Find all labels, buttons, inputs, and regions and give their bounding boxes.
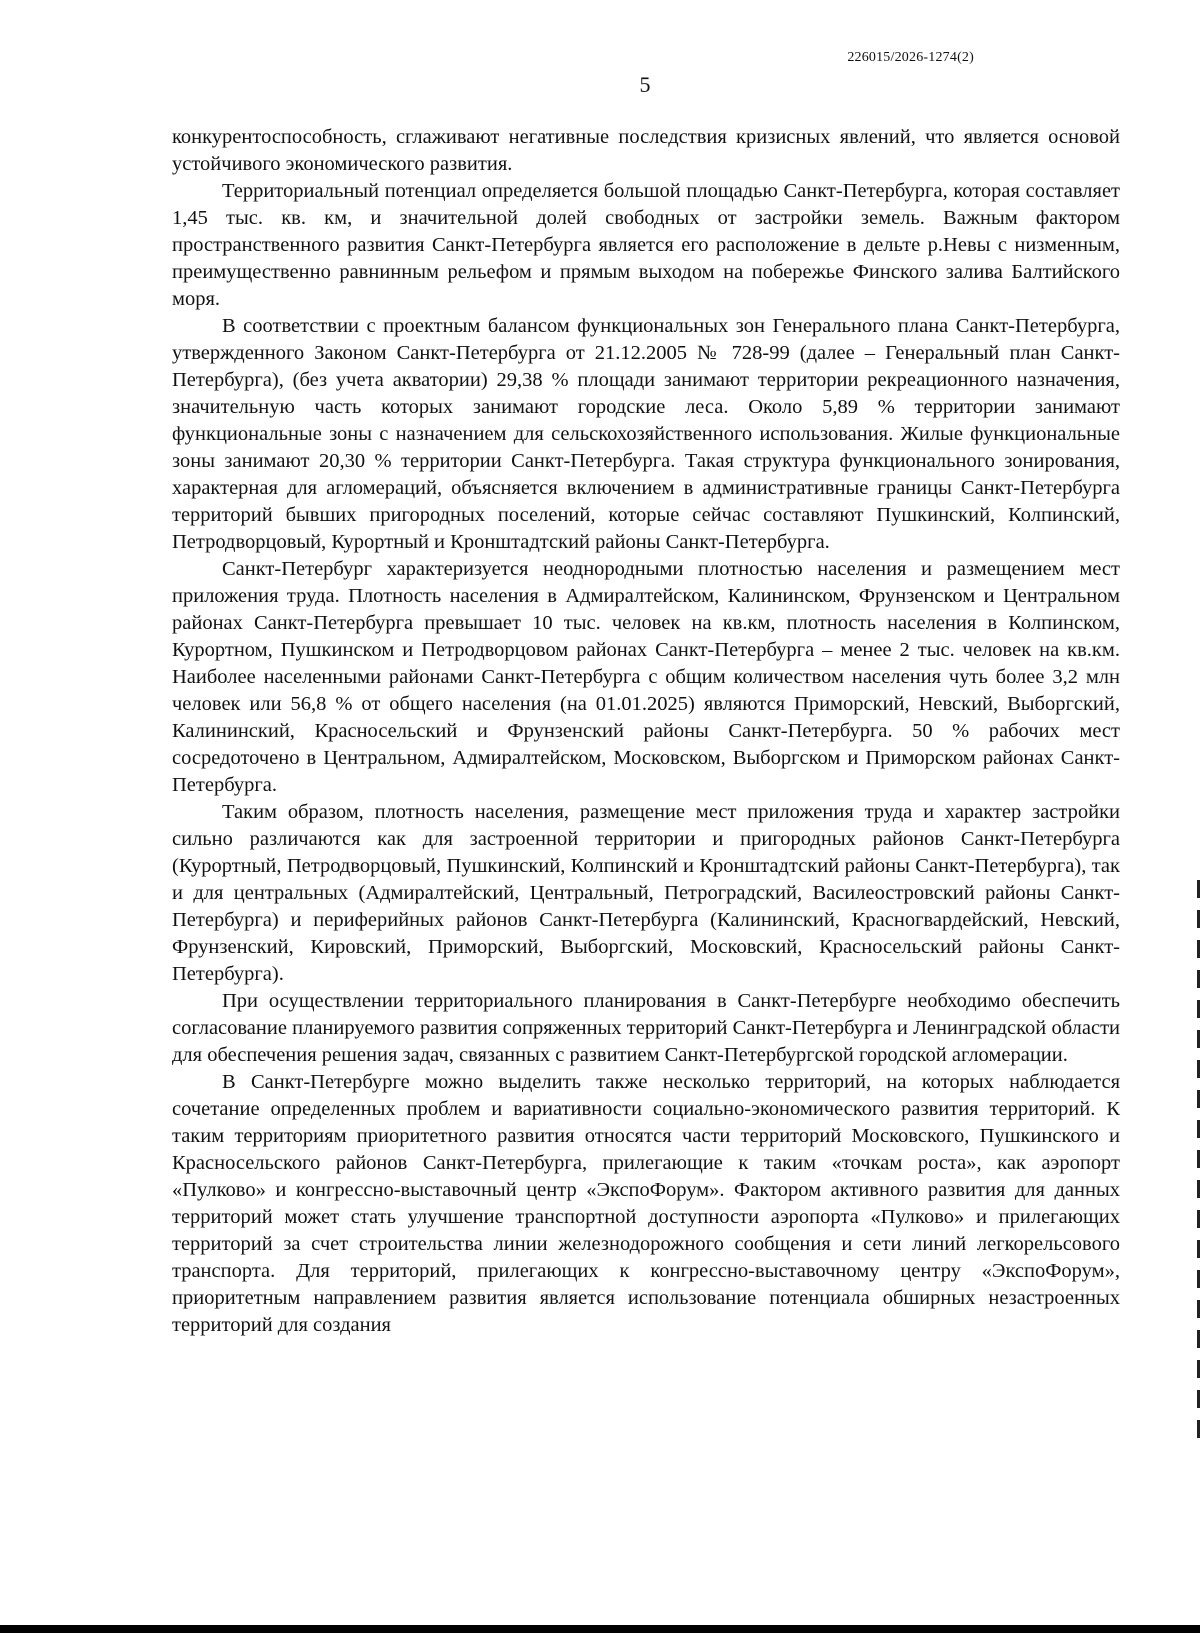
scan-bottom-edge	[0, 1625, 1200, 1633]
paragraph-functional-zones: В соответствии с проектным балансом функциональных зон Генерального плана Санкт-Петербурга, утвержденного Законом Санкт-Петербурга от 21.12.2005 № 728-99 (далее – Генеральный план Санкт-Петербурга), (без учета акватории) 29,38 % площади занимают территории рекреационного назначения, значительную часть которых занимают городские леса. Около 5,89 % территории занимают функциональные зоны с назначением для сельскохозяйственного использования. Жилые функциональные зоны занимают 20,30 % территории Санкт-Петербурга. Такая структура функционального зонирования, характерная для агломераций, объясняется включением в административные границы Санкт-Петербурга территорий бывших пригородных поселений, которые сейчас составляют Пушкинский, Колпинский, Петродворцовый, Курортный и Кронштадтский районы Санкт-Петербурга.	[172, 315, 1120, 553]
document-body	[172, 124, 1120, 1339]
paragraph-priority-territories: В Санкт-Петербурге можно выделить также несколько территорий, на которых наблюдается сочетание определенных проблем и вариативности социально-экономического развития территорий. К таким территориям приоритетного развития относятся части территорий Московского, Пушкинского и Красносельского районов Санкт-Петербурга, прилегающие к таким «точкам роста», как аэропорт «Пулково» и конгрессно-выставочный центр «ЭкспоФорум». Фактором активного развития для данных территорий может стать улучшение транспортной доступности аэропорта «Пулково» и прилегающих территорий за счет строительства линии железнодорожного сообщения и сети линий легкорельсового транспорта. Для территорий, прилегающих к конгрессно-выставочному центру «ЭкспоФорум», приоритетным направлением развития является использование потенциала обширных незастроенных территорий для создания	[172, 1071, 1120, 1336]
paragraph-district-differences: Таким образом, плотность населения, размещение мест приложения труда и характер застройки сильно различаются как для застроенной территории и пригородных районов Санкт-Петербурга (Курортный, Петродворцовый, Пушкинский, Колпинский и Кронштадтский районы Санкт-Петербурга), так и для центральных (Адмиралтейский, Центральный, Петроградский, Василеостровский районы Санкт-Петербурга) и периферийных районов Санкт-Петербурга (Калининский, Красногвардейский, Невский, Фрунзенский, Кировский, Приморский, Выборгский, Московский, Красносельский районы Санкт-Петербурга).	[172, 801, 1120, 985]
paragraph-continuation: конкурентоспособность, сглаживают негативные последствия кризисных явлений, что является основой устойчивого экономического развития.	[172, 126, 1120, 175]
document-registration-number: 226015/2026-1274(2)	[847, 50, 974, 65]
paragraph-territorial-potential: Территориальный потенциал определяется большой площадью Санкт-Петербурга, которая составляет 1,45 тыс. кв. км, и значительной долей свободных от застройки земель. Важным фактором пространственного развития Санкт-Петербурга является его расположение в дельте р.Невы с низменным, преимущественно равнинным рельефом и прямым выходом на побережье Финского залива Балтийского моря.	[172, 180, 1120, 310]
page-number: 5	[639, 72, 651, 97]
paragraph-population-density: Санкт-Петербург характеризуется неоднородными плотностью населения и размещением мест приложения труда. Плотность населения в Адмиралтейском, Калининском, Фрунзенском и Центральном районах Санкт-Петербурга превышает 10 тыс. человек на кв.км, плотность населения в Колпинском, Курортном, Пушкинском и Петродворцовом районах Санкт-Петербурга – менее 2 тыс. человек на кв.км. Наиболее населенными районами Санкт-Петербурга с общим количеством населения чуть более 3,2 млн человек или 56,8 % от общего населения (на 01.01.2025) являются Приморский, Невский, Выборгский, Калининский, Красносельский и Фрунзенский районы Санкт-Петербурга. 50 % рабочих мест сосредоточено в Центральном, Адмиралтейском, Московском, Выборгском и Приморском районах Санкт-Петербурга.	[172, 558, 1120, 796]
paragraph-territorial-planning: При осуществлении территориального планирования в Санкт-Петербурге необходимо обеспечить согласование планируемого развития сопряженных территорий Санкт-Петербурга и Ленинградской области для обеспечения решения задач, связанных с развитием Санкт-Петербургской городской агломерации.	[172, 990, 1120, 1066]
